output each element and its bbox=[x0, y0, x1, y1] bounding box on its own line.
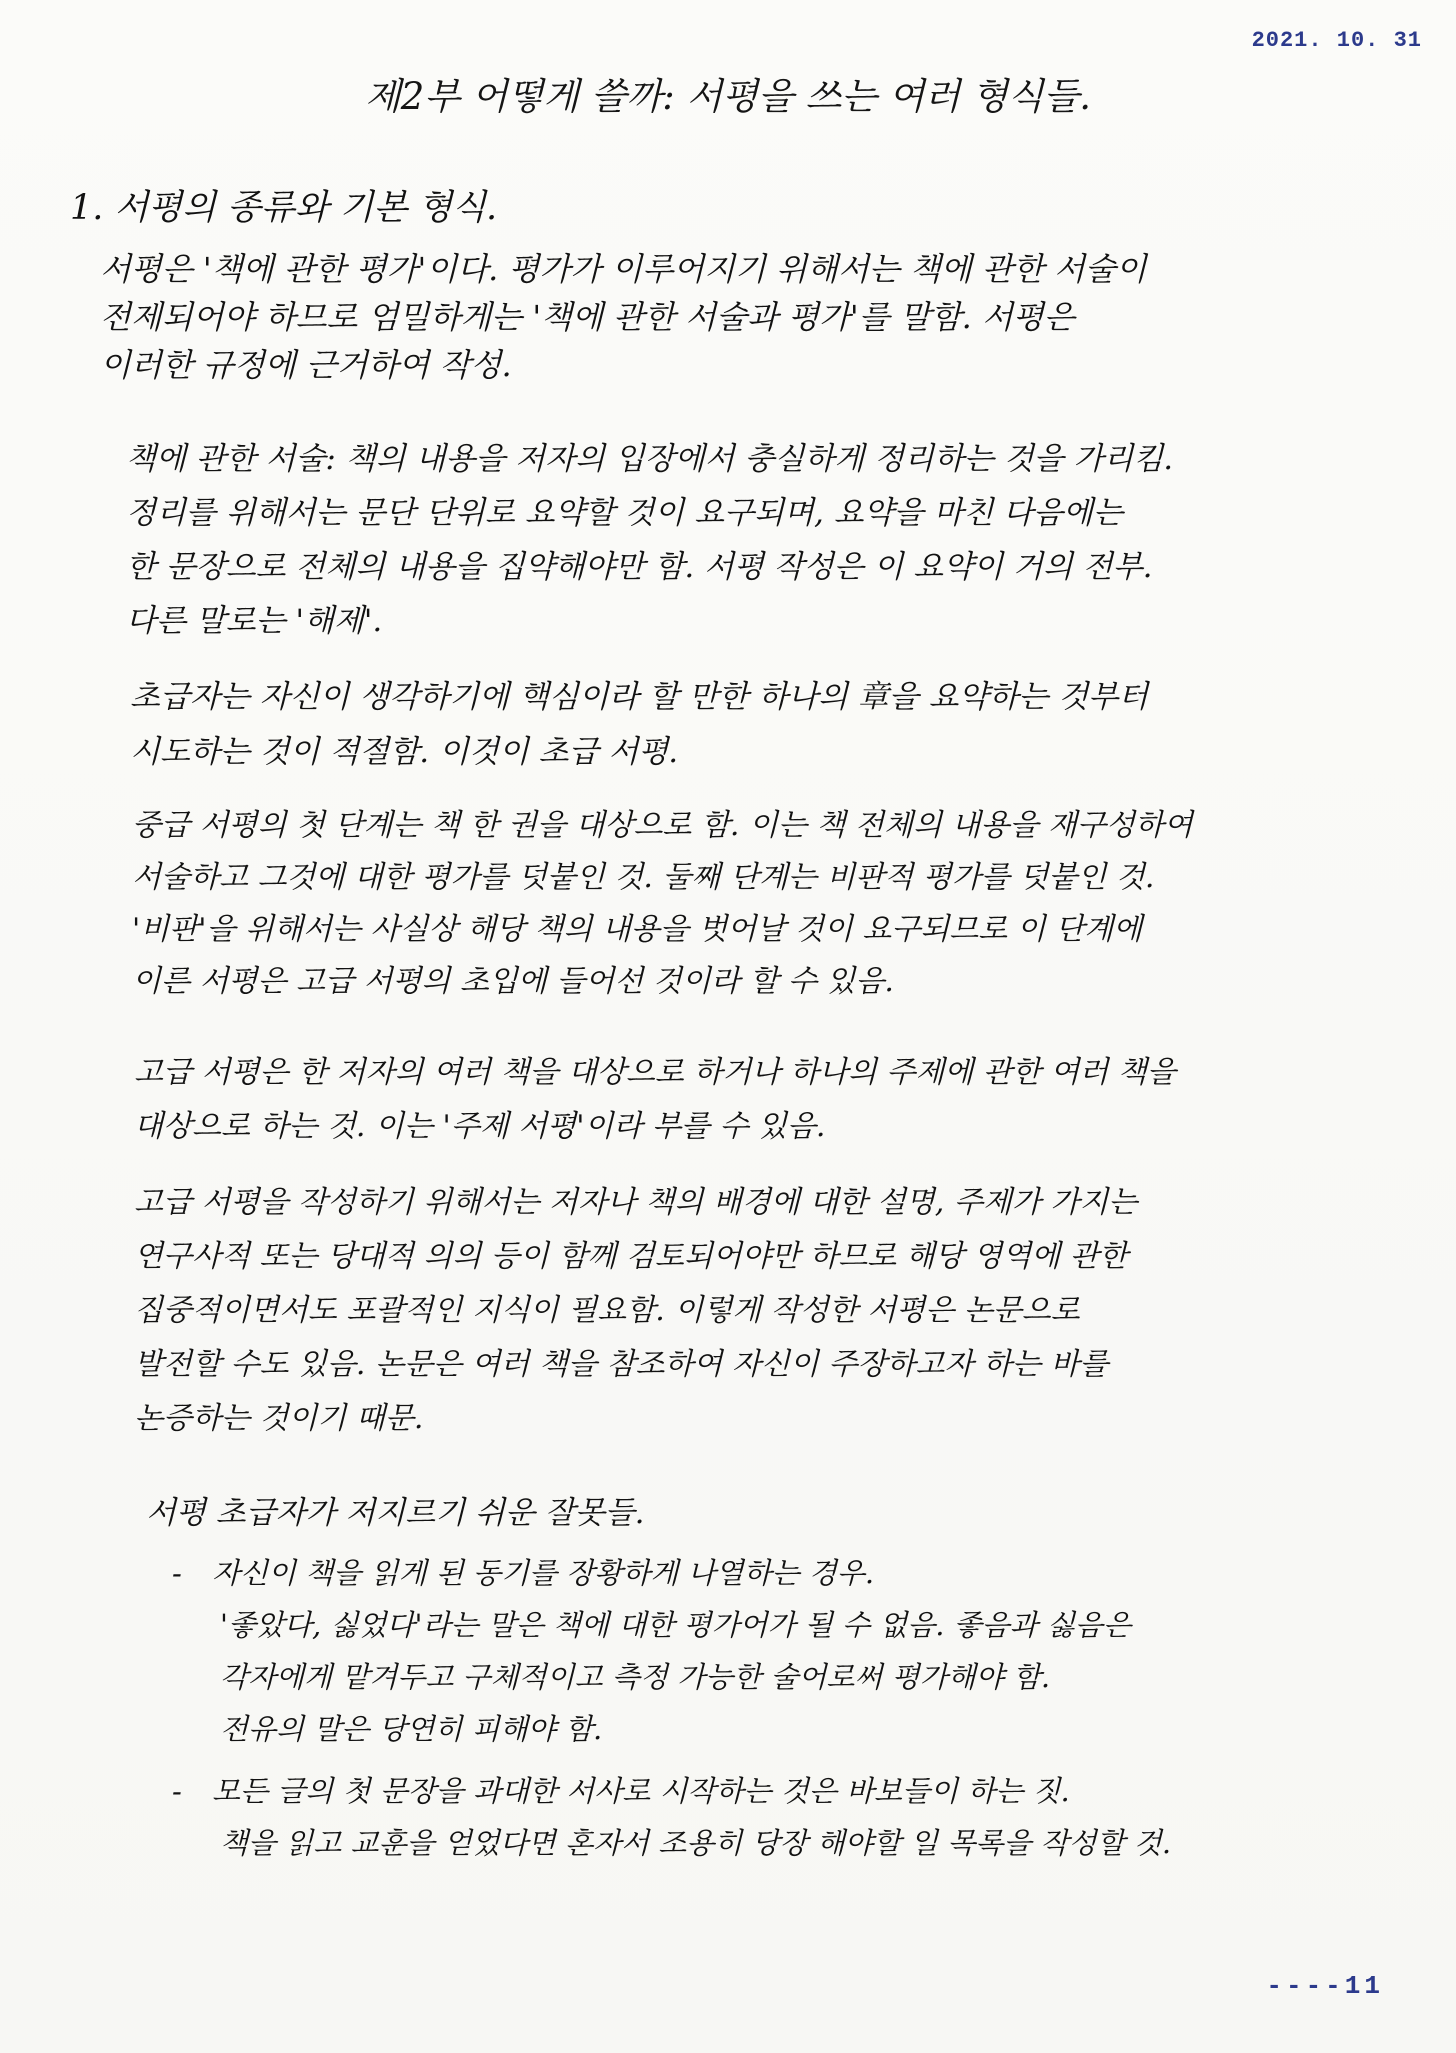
text-line: 전유의 말은 당연히 피해야 함. bbox=[220, 1712, 603, 1746]
text-line: 시도하는 것이 적절함. 이것이 초급 서평. bbox=[130, 734, 679, 770]
section-heading: 1. 서평의 종류와 기본 형식. bbox=[70, 188, 498, 228]
text-line: '좋았다, 싫었다'라는 말은 책에 대한 평가어가 될 수 없음. 좋음과 싫음은 bbox=[220, 1608, 1131, 1642]
text-line: 한 문장으로 전체의 내용을 집약해야만 함. 서평 작성은 이 요약이 거의 전부. bbox=[126, 549, 1153, 585]
text-line: 대상으로 하는 것. 이는 '주제 서평'이라 부를 수 있음. bbox=[134, 1109, 826, 1144]
dash-marker: - bbox=[172, 1556, 182, 1590]
text-line bbox=[172, 1547, 1131, 1599]
text-line: 발전할 수도 있음. 논문은 여러 책을 참조하여 자신이 주장하고자 하는 바를 bbox=[134, 1347, 1109, 1382]
mistakes-heading: 서평 초급자가 저지르기 쉬운 잘못들. bbox=[146, 1495, 645, 1531]
paragraph-beginner bbox=[130, 670, 1148, 780]
paragraph-intermediate bbox=[132, 800, 1193, 1008]
text-line: 다른 말로는 '해제'. bbox=[126, 603, 383, 639]
text-line: 이른 서평은 고급 서평의 초입에 들어선 것이라 할 수 있음. bbox=[132, 964, 894, 999]
paragraph-definition bbox=[100, 245, 1147, 389]
date-stamp: 2021. 10. 31 bbox=[1251, 28, 1422, 53]
bullet-item bbox=[172, 1547, 1131, 1755]
text-line: 정리를 위해서는 문단 단위로 요약할 것이 요구되며, 요약을 마친 다음에는 bbox=[126, 495, 1123, 531]
page-number: ----11 bbox=[1266, 1971, 1384, 2001]
text-line: 연구사적 또는 당대적 의의 등이 함께 검토되어야만 하므로 해당 영역에 관한 bbox=[134, 1239, 1128, 1274]
text-line: 고급 서평은 한 저자의 여러 책을 대상으로 하거나 하나의 주제에 관한 여러 책을 bbox=[134, 1055, 1176, 1090]
bullet-text: 자신이 책을 읽게 된 동기를 장황하게 나열하는 경우. bbox=[212, 1556, 875, 1590]
text-line: 서평은 '책에 관한 평가'이다. 평가가 이루어지기 위해서는 책에 관한 서술이 bbox=[100, 250, 1147, 288]
bullet-item bbox=[172, 1765, 1172, 1869]
text-line: 책을 읽고 교훈을 얻었다면 혼자서 조용히 당장 해야할 일 목록을 작성할 것. bbox=[220, 1826, 1172, 1860]
bullet-text: 모든 글의 첫 문장을 과대한 서사로 시작하는 것은 바보들이 하는 짓. bbox=[212, 1774, 1070, 1808]
paragraph-description bbox=[126, 432, 1173, 648]
text-line: '비판'을 위해서는 사실상 해당 책의 내용을 벗어날 것이 요구되므로 이 단계에 bbox=[132, 912, 1143, 947]
text-line: 각자에게 맡겨두고 구체적이고 측정 가능한 술어로써 평가해야 함. bbox=[220, 1660, 1051, 1694]
text-line: 중급 서평의 첫 단계는 책 한 권을 대상으로 함. 이는 책 전체의 내용을 재구성하여 bbox=[132, 808, 1193, 843]
text-line: 전제되어야 하므로 엄밀하게는 '책에 관한 서술과 평가'를 말함. 서평은 bbox=[100, 298, 1075, 336]
text-line: 초급자는 자신이 생각하기에 핵심이라 할 만한 하나의 章을 요약하는 것부터 bbox=[130, 679, 1149, 715]
text-line: 이러한 규정에 근거하여 작성. bbox=[100, 346, 512, 384]
text-line: 고급 서평을 작성하기 위해서는 저자나 책의 배경에 대한 설명, 주제가 가지는 bbox=[134, 1185, 1138, 1220]
paragraph-advanced-detail bbox=[134, 1176, 1137, 1446]
text-line: 논증하는 것이기 때문. bbox=[134, 1401, 424, 1436]
paragraph-advanced bbox=[134, 1046, 1176, 1154]
dash-marker: - bbox=[172, 1774, 182, 1808]
page-title: 제2부 어떻게 쓸까: 서평을 쓰는 여러 형식들. bbox=[365, 75, 1091, 118]
text-line: 집중적이면서도 포괄적인 지식이 필요함. 이렇게 작성한 서평은 논문으로 bbox=[134, 1293, 1080, 1328]
text-line bbox=[172, 1765, 1171, 1817]
text-line: 책에 관한 서술: 책의 내용을 저자의 입장에서 충실하게 정리하는 것을 가리킴. bbox=[126, 441, 1174, 477]
text-line: 서술하고 그것에 대한 평가를 덧붙인 것. 둘째 단계는 비판적 평가를 덧붙인 것. bbox=[132, 860, 1155, 895]
